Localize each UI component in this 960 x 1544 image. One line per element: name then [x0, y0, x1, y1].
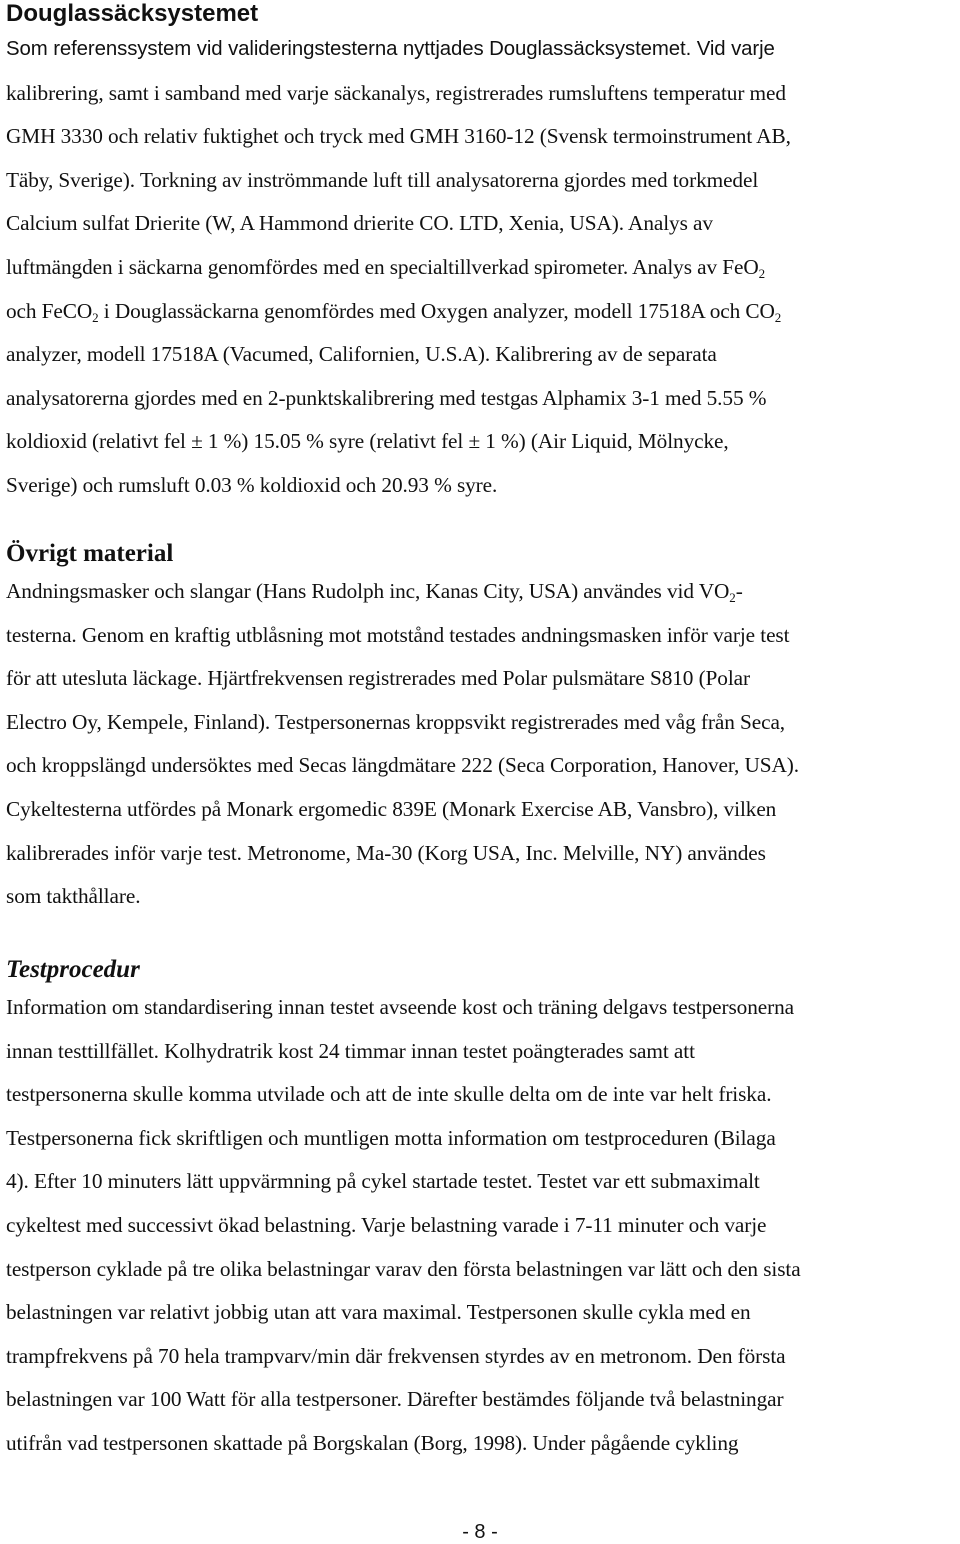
section-heading-testprocedur: Testprocedur — [6, 956, 140, 983]
section-body-ovrigt-material — [6, 570, 799, 919]
paragraph-line: Information om standardisering innan testet avseende kost och träning delgavs testpersonerna — [6, 995, 795, 1019]
paragraph-line: Sverige) och rumsluft 0.03 % koldioxid och 20.93 % syre. — [6, 472, 498, 497]
section-body-testprocedur — [6, 986, 801, 1466]
section-heading-douglassacksystemet: Douglassäcksystemet — [6, 0, 259, 27]
section-heading-ovrigt-material: Övrigt material — [6, 540, 174, 567]
paragraph-line: Täby, Sverige). Torkning av inströmmande luft till analysatorerna gjordes med torkmedel — [6, 167, 759, 192]
paragraph-line: testpersonerna skulle komma utvilade och att de inte skulle delta om de inte var helt friska. — [6, 1082, 772, 1107]
paragraph-line: och FeCO$_2$ i Douglassäckarna genomfördes med Oxygen analyzer, modell 17518A och $CO_2$ — [6, 298, 782, 325]
section-body-douglassacksystemet — [6, 28, 791, 508]
paragraph-line: innan testtillfället. Kolhydratrik kost 24 timmar innan testet poängterades samt att — [6, 1038, 695, 1063]
paragraph-line: Testpersonerna fick skriftligen och muntligen motta information om testproceduren (Bilaga — [6, 1125, 776, 1150]
paragraph-line: för att utesluta läckage. Hjärtfrekvensen registrerades med Polar pulsmätare S810 (Polar — [6, 666, 751, 691]
paragraph-line: Andningsmasker och slangar (Hans Rudolph inc, Kanas City, USA) användes vid $VO_2-$ — [6, 579, 743, 605]
paragraph-line: trampfrekvens på 70 hela trampvarv/min där frekvensen styrdes av en metronom. Den första — [6, 1343, 786, 1368]
paragraph-line: testperson cyklade på tre olika belastningar varav den första belastningen var lätt och den sista — [6, 1256, 801, 1281]
paragraph-line: Cykeltesterna utfördes på Monark ergomedic 839E (Monark Exercise AB, Vansbro), vilken — [6, 796, 777, 821]
paragraph-line: och kroppslängd undersöktes med Secas längdmätare 222 (Seca Corporation, Hanover, USA). — [6, 753, 800, 778]
paragraph-line: analyzer, modell 17518A (Vacumed, Californien, U.S.A). Kalibrering av de separata — [6, 342, 717, 367]
paragraph-line: cykeltest med successivt ökad belastning. Varje belastning varade i 7-11 minuter och varje — [6, 1212, 767, 1237]
paragraph-line: koldioxid (relativt fel ± 1 %) 15.05 % syre (relativt fel ± 1 %) (Air Liquid, Mölnycke, — [6, 429, 729, 454]
page-number: - 8 - — [462, 1521, 498, 1543]
paragraph-line: Calcium sulfat Drierite (W, A Hammond drierite CO. LTD, Xenia, USA). Analys av — [6, 211, 713, 236]
paragraph-line: luftmängden i säckarna genomfördes med en specialtillverkad spirometer. Analys av FeO$_2$ — [6, 254, 766, 281]
paragraph-line: Som referenssystem vid valideringstesterna nyttjades Douglassäcksystemet. Vid varje — [6, 38, 775, 60]
paragraph-line: analysatorerna gjordes med en 2-punktskalibrering med testgas Alphamix 3-1 med 5.55 % — [6, 385, 767, 410]
paragraph-line: som takthållare. — [6, 884, 141, 909]
paragraph-line: belastningen var 100 Watt för alla testpersoner. Därefter bestämdes följande två belastningar — [6, 1387, 784, 1412]
paragraph-line: testerna. Genom en kraftig utblåsning mot motstånd testades andningsmasken inför varje test — [6, 622, 790, 647]
paragraph-line: 4). Efter 10 minuters lätt uppvärmning på cykel startade testet. Testet var ett submaximalt — [6, 1169, 760, 1194]
paragraph-line: belastningen var relativt jobbig utan att vara maximal. Testpersonen skulle cykla med en — [6, 1300, 751, 1325]
paragraph-line: kalibrering, samt i samband med varje säckanalys, registrerades rumsluftens temperatur med — [6, 80, 786, 105]
paragraph-line: GMH 3330 och relativ fuktighet och tryck med GMH 3160-12 (Svensk termoinstrument AB, — [6, 124, 791, 149]
paragraph-line: Electro Oy, Kempele, Finland). Testpersonernas kroppsvikt registrerades med våg från Seca, — [6, 709, 786, 734]
paragraph-line: kalibrerades inför varje test. Metronome, Ma-30 (Korg USA, Inc. Melville, NY) användes — [6, 840, 766, 865]
paragraph-line: utifrån vad testpersonen skattade på Borgskalan (Borg, 1998). Under pågående cykling — [6, 1430, 739, 1455]
